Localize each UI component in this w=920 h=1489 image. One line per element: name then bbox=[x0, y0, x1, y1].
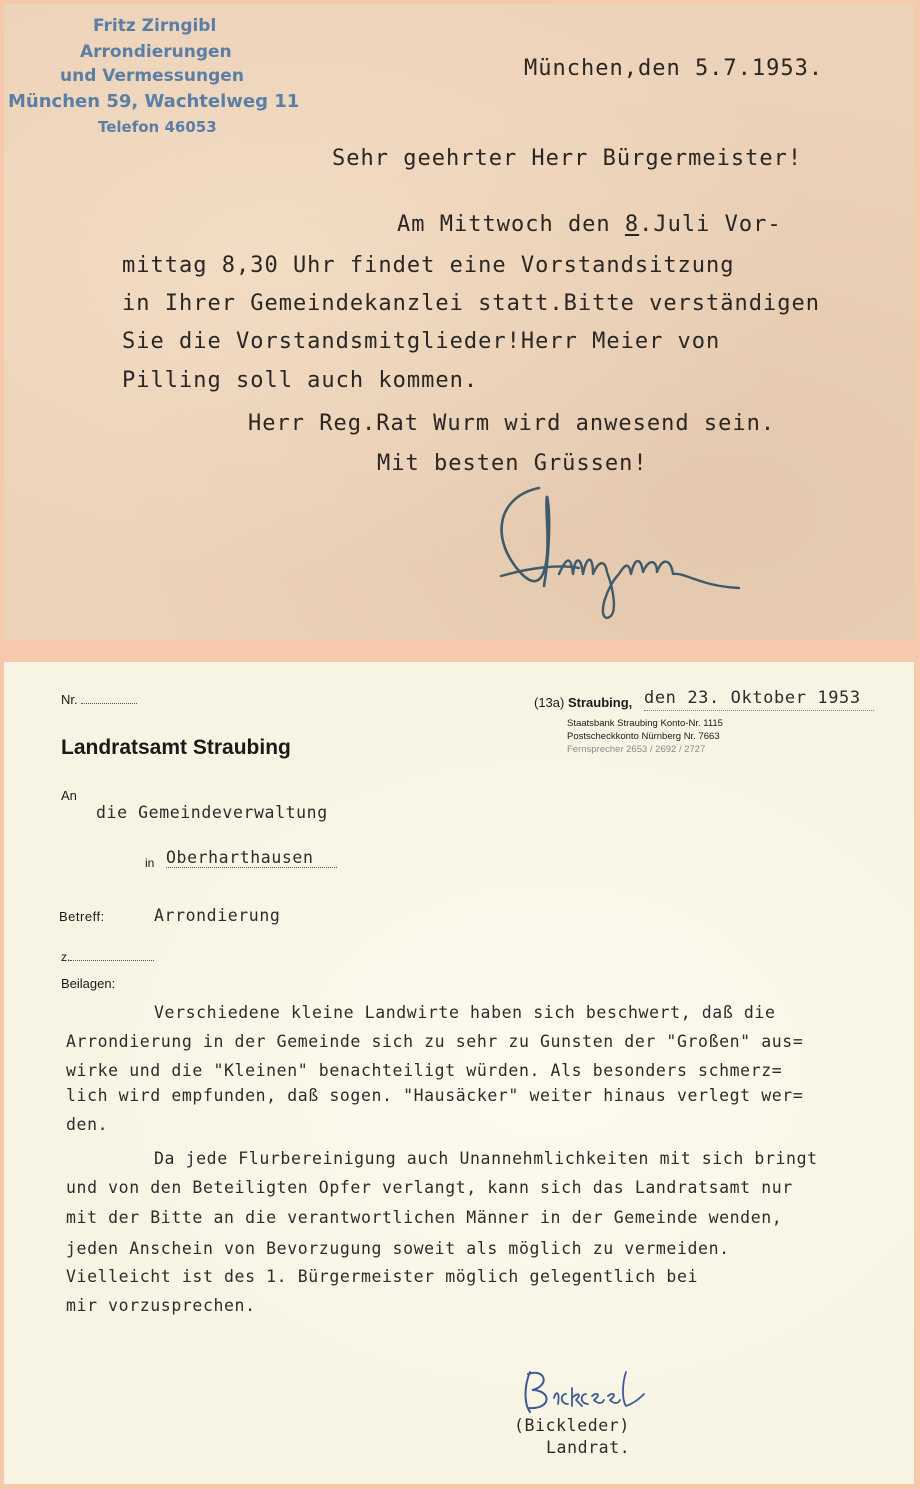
closing: Mit besten Grüssen! bbox=[377, 451, 648, 476]
phone-line: Fernsprecher 2653 / 2692 / 2727 bbox=[567, 744, 706, 755]
body-line: mir vorzusprechen. bbox=[66, 1296, 256, 1315]
body-line: den. bbox=[66, 1115, 109, 1134]
signer-name: (Bickleder) bbox=[514, 1416, 630, 1435]
body-line: Verschiedene kleine Landwirte haben sich beschwert, daß die bbox=[154, 1003, 776, 1022]
body-line: wirke und die "Kleinen" benachteiligt würden. Als besonders schmerz= bbox=[66, 1061, 783, 1080]
authority-name: Landratsamt Straubing bbox=[61, 736, 291, 759]
subject: Arrondierung bbox=[154, 906, 281, 925]
nr-field bbox=[61, 692, 137, 707]
bank-line-2: Postscheckkonto Nürnberg Nr. 7663 bbox=[567, 731, 720, 742]
nr-label: Nr. bbox=[61, 692, 78, 707]
body-line: Arrondierung in der Gemeinde sich zu sehr zu Gunsten der "Großen" aus= bbox=[66, 1032, 804, 1051]
body-line: jeden Anschein von Bevorzugung soweit als möglich zu vermeiden. bbox=[66, 1239, 730, 1258]
stamp-address: München 59, Wachtelweg 11 bbox=[8, 91, 300, 112]
recipient-town: Oberharthausen bbox=[166, 848, 337, 868]
letterhead-place: (13a) Straubing, bbox=[534, 695, 633, 710]
an-label: An bbox=[61, 788, 77, 803]
betreff-label: Betreff: bbox=[59, 909, 105, 924]
signature-zirngibl bbox=[489, 476, 759, 626]
signature-bickleder bbox=[516, 1364, 666, 1420]
stamp-line-business: Arrondierungen bbox=[80, 42, 232, 62]
z-field: z. bbox=[61, 950, 154, 964]
body-line: und von den Beteiligten Opfer verlangt, kann sich das Landratsamt nur bbox=[66, 1178, 793, 1197]
stamp-phone: Telefon 46053 bbox=[98, 118, 217, 136]
body-line: Herr Reg.Rat Wurm wird anwesend sein. bbox=[248, 411, 776, 436]
body-line: in Ihrer Gemeindekanzlei statt.Bitte verständigen bbox=[122, 291, 821, 316]
letter-date: den 23. Oktober 1953 bbox=[644, 688, 861, 708]
body-line: Sie die Vorstandsmitglieder!Herr Meier von bbox=[122, 329, 721, 354]
body-line: lich wird empfunden, daß sogen. "Hausäcker" weiter hinaus verlegt wer= bbox=[66, 1086, 804, 1105]
letter-zirngibl bbox=[4, 4, 914, 640]
body-line: Vielleicht ist des 1. Bürgermeister möglich gelegentlich bei bbox=[66, 1267, 699, 1286]
stamp-line-survey: und Vermessungen bbox=[60, 66, 244, 86]
recipient: die Gemeindeverwaltung bbox=[96, 803, 328, 822]
body-line: Am Mittwoch den 8.Juli Vor- bbox=[397, 212, 782, 237]
letter-landratsamt bbox=[4, 662, 914, 1484]
body-line: mit der Bitte an die verantwortlichen Männer in der Gemeinde wenden, bbox=[66, 1208, 783, 1227]
body-line: mittag 8,30 Uhr findet eine Vorstandsitzung bbox=[122, 253, 735, 278]
bank-line-1: Staatsbank Straubing Konto-Nr. 1115 bbox=[567, 718, 723, 729]
signer-title: Landrat. bbox=[546, 1438, 631, 1457]
body-line: Da jede Flurbereinigung auch Unannehmlichkeiten mit sich bringt bbox=[154, 1149, 818, 1168]
letter-date: München,den 5.7.1953. bbox=[524, 56, 824, 81]
beilagen-label: Beilagen: bbox=[61, 976, 116, 991]
in-label: in bbox=[145, 856, 155, 870]
body-line: Pilling soll auch kommen. bbox=[122, 368, 479, 393]
salutation: Sehr geehrter Herr Bürgermeister! bbox=[332, 146, 803, 171]
stamp-name: Fritz Zirngibl bbox=[93, 16, 217, 36]
